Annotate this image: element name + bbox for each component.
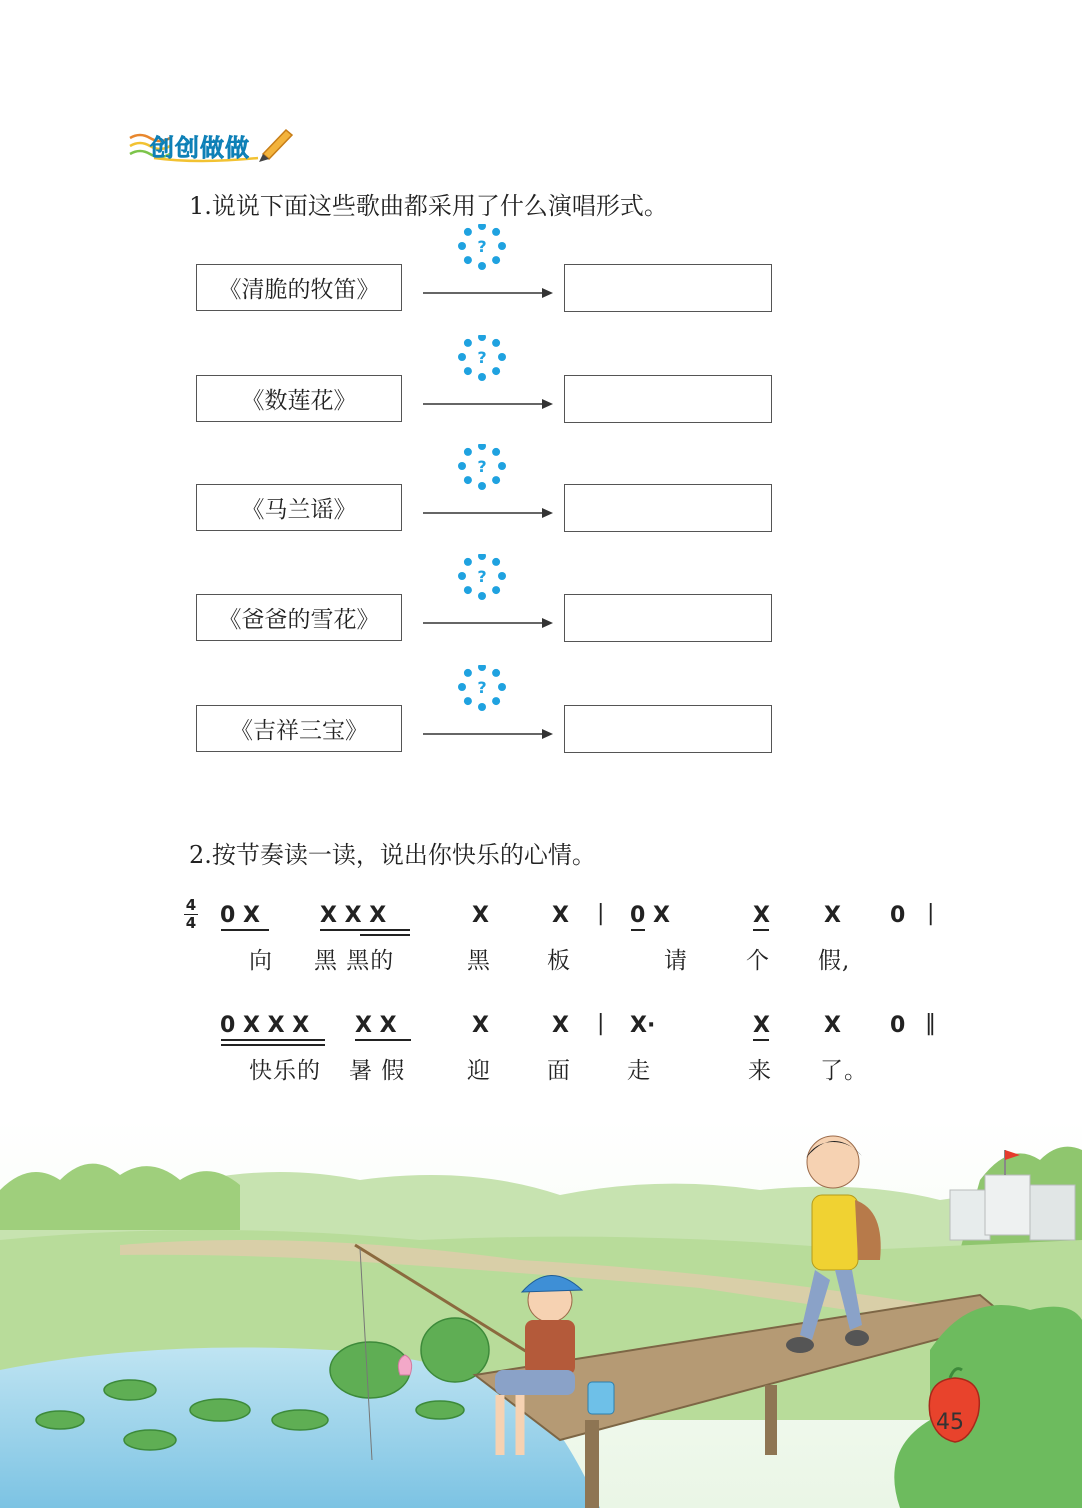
rhythm-2-7: X: [824, 1013, 841, 1038]
rhythm-2-3: X: [552, 1013, 569, 1038]
answer-box[interactable]: [564, 484, 772, 532]
arrow-head-icon: [542, 288, 553, 298]
lyric-2-6: 了。: [820, 1058, 868, 1084]
question-mark: ?: [477, 678, 487, 697]
rhythm-1-8: 0: [890, 903, 906, 928]
rhythm-2-5: X·: [630, 1013, 656, 1038]
lyric-1-2: 黑: [467, 948, 491, 974]
time-signature: [182, 897, 200, 932]
rhythm-2-6: X: [753, 1013, 770, 1038]
lyric-1-6: 假,: [818, 948, 851, 974]
answer-box[interactable]: [564, 264, 772, 312]
lyric-2-0: 快乐的: [249, 1058, 321, 1084]
song-title-box: 《清脆的牧笛》: [196, 264, 402, 311]
rhythm-1-0: 0 X: [220, 903, 260, 928]
song-title-box: 《数莲花》: [196, 375, 402, 422]
question-mark: ?: [477, 457, 487, 476]
time-signature-top: 4: [185, 896, 197, 914]
question-hint-icon: [420, 444, 560, 534]
arrow-head-icon: [542, 508, 553, 518]
question-1-text: 1.说说下面这些歌曲都采用了什么演唱形式。: [189, 192, 668, 220]
song-title-box: 《马兰谣》: [196, 484, 402, 531]
barline-2a: |: [597, 1011, 605, 1036]
question-hint-icon: [420, 224, 560, 314]
section-title: 创创做做: [150, 134, 250, 162]
answer-box[interactable]: [564, 705, 772, 753]
lyric-1-4: 请: [664, 948, 688, 974]
lyric-1-1: 黑 黑的: [314, 948, 395, 974]
rhythm-2-1: X X: [355, 1013, 397, 1038]
arrow-head-icon: [542, 399, 553, 409]
lyric-2-5: 来: [748, 1058, 772, 1084]
question-mark: ?: [477, 348, 487, 367]
barline-1a: |: [597, 901, 605, 926]
question-hint-icon: [420, 665, 560, 755]
lyric-2-1: 暑 假: [349, 1058, 406, 1084]
rhythm-2-8: 0: [890, 1013, 906, 1038]
summer-illustration: [0, 1120, 1082, 1508]
rhythm-1-1: X X X: [320, 903, 387, 928]
rhythm-1-2: X: [472, 903, 489, 928]
answer-box[interactable]: [564, 594, 772, 642]
lyric-2-3: 面: [547, 1058, 571, 1084]
rhythm-1-6: X: [753, 903, 770, 928]
rhythm-1-7: X: [824, 903, 841, 928]
lyric-1-5: 个: [746, 948, 770, 974]
question-mark: ?: [477, 567, 487, 586]
question-hint-icon: [420, 554, 560, 644]
lyric-2-4: 走: [627, 1058, 651, 1084]
rhythm-1-3: X: [552, 903, 569, 928]
question-2-text: 2.按节奏读一读，说出你快乐的心情。: [189, 841, 596, 869]
page-number: 45: [936, 1410, 964, 1435]
lyric-1-3: 板: [547, 948, 571, 974]
arrow-head-icon: [542, 729, 553, 739]
song-title-box: 《爸爸的雪花》: [196, 594, 402, 641]
rhythm-2-0: 0 X X X: [220, 1013, 310, 1038]
arrow-head-icon: [542, 618, 553, 628]
lyric-1-0: 向: [249, 948, 273, 974]
barline-1b: |: [927, 901, 935, 926]
answer-box[interactable]: [564, 375, 772, 423]
final-barline: ‖: [925, 1011, 936, 1036]
question-hint-icon: [420, 335, 560, 425]
question-mark: ?: [477, 237, 487, 256]
song-title-box: 《吉祥三宝》: [196, 705, 402, 752]
rhythm-1-5: 0 X: [630, 903, 670, 928]
time-signature-bottom: 4: [185, 914, 197, 932]
rhythm-2-2: X: [472, 1013, 489, 1038]
lyric-2-2: 迎: [467, 1058, 491, 1084]
